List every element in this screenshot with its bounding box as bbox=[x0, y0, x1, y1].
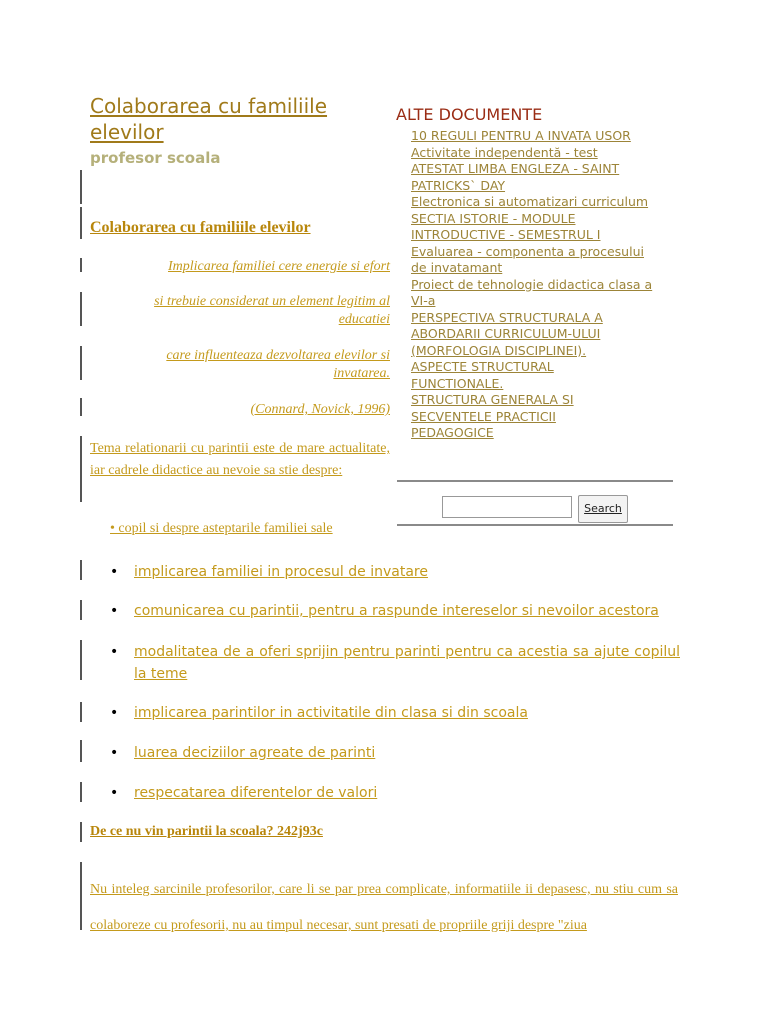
margin-bar bbox=[80, 258, 82, 272]
bullet-icon: • bbox=[110, 785, 119, 801]
list-item-link[interactable]: implicarea parintilor in activitatile din clasa si din scoala bbox=[134, 705, 528, 721]
intro-paragraph[interactable]: Tema relationarii cu parintii este de mare actualitate, iar cadrele didactice au nevoie sa stie despre: bbox=[90, 441, 390, 478]
document-title[interactable]: Colaborarea cu familiile elevilor bbox=[90, 94, 328, 144]
margin-bar bbox=[80, 398, 82, 416]
bullet-icon: • bbox=[110, 705, 119, 721]
sidebar-heading: ALTE DOCUMENTE bbox=[396, 105, 543, 124]
search-input[interactable] bbox=[442, 496, 572, 518]
margin-bar bbox=[80, 436, 82, 502]
sidebar-links bbox=[396, 128, 676, 442]
margin-bar bbox=[80, 822, 82, 842]
quote-citation[interactable]: (Connard, Novick, 1996) bbox=[250, 402, 390, 417]
list-item-link[interactable]: modalitatea de a oferi sprijin pentru parinti pentru ca acestia sa ajute copilul la teme bbox=[134, 644, 680, 682]
sidebar-link[interactable]: STRUCTURA GENERALA SI SECVENTELE PRACTICII PEDAGOGICE bbox=[411, 392, 574, 440]
list-item[interactable]: • copil si despre asteptarile familiei sale bbox=[110, 521, 333, 536]
sidebar-link[interactable]: Activitate independentă - test bbox=[411, 144, 598, 160]
margin-bar bbox=[80, 600, 82, 620]
margin-bar bbox=[80, 207, 82, 239]
list-item-link[interactable]: implicarea familiei in procesul de invatare bbox=[134, 564, 428, 580]
search-button[interactable] bbox=[578, 495, 628, 523]
sidebar-link[interactable]: PERSPECTIVA STRUCTURALA A ABORDARII CURRICULUM-ULUI (MORFOLOGIA DISCIPLINEI). ASPECTE STRUCTURAL FUNCTIONALE. bbox=[411, 309, 603, 391]
margin-bar bbox=[80, 862, 82, 930]
divider bbox=[397, 524, 673, 526]
margin-bar bbox=[80, 560, 82, 580]
divider bbox=[397, 480, 673, 482]
sidebar-link[interactable]: Proiect de tehnologie didactica clasa a VI-a bbox=[411, 276, 653, 308]
closing-paragraph[interactable]: Nu inteleg sarcinile profesorilor, care li se par prea complicate, informatiile ii depasesc, nu stiu cum sa colaboreze cu profesorii, nu au timpul necesar, sunt presati de propriile griji despre "ziua bbox=[90, 882, 678, 933]
document-subtitle: profesor scoala bbox=[90, 149, 221, 167]
margin-bar bbox=[80, 782, 82, 802]
bullet-icon: • bbox=[110, 603, 119, 619]
bullet-icon: • bbox=[110, 745, 119, 761]
sidebar-link[interactable]: SECTIA ISTORIE - MODULE INTRODUCTIVE - SEMESTRUL I bbox=[411, 210, 601, 242]
sidebar-link[interactable]: ATESTAT LIMBA ENGLEZA - SAINT PATRICKS` DAY bbox=[411, 161, 620, 193]
margin-bar bbox=[80, 170, 82, 204]
margin-bar bbox=[80, 292, 82, 326]
list-item-link[interactable]: comunicarea cu parintii, pentru a raspunde intereselor si nevoilor acestora bbox=[134, 603, 659, 619]
sidebar bbox=[396, 105, 676, 442]
bullet-icon: • bbox=[110, 644, 119, 660]
margin-bar bbox=[80, 640, 82, 680]
section-heading[interactable]: De ce nu vin parintii la scoala? 242j93c bbox=[90, 824, 323, 839]
bullet-icon: • bbox=[110, 564, 119, 580]
sidebar-link[interactable]: 10 REGULI PENTRU A INVATA USOR bbox=[411, 128, 631, 143]
margin-bar bbox=[80, 740, 82, 762]
sidebar-link[interactable]: Evaluarea - componenta a procesului de invatamant bbox=[411, 243, 644, 275]
list-item-link[interactable]: respecatarea diferentelor de valori bbox=[134, 785, 378, 801]
quote-line[interactable]: si trebuie considerat un element legitim al educatiei bbox=[154, 294, 390, 327]
list-item-link[interactable]: luarea deciziilor agreate de parinti bbox=[134, 745, 376, 761]
quote-line[interactable]: care influenteaza dezvoltarea elevilor si invatarea. bbox=[166, 348, 390, 381]
margin-bar bbox=[80, 702, 82, 722]
sidebar-link[interactable]: Electronica si automatizari curriculum bbox=[411, 194, 649, 209]
quote-line[interactable]: Implicarea familiei cere energie si efort bbox=[168, 259, 390, 274]
article-heading[interactable]: Colaborarea cu familiile elevilor bbox=[90, 219, 311, 236]
search-button-label: Search bbox=[584, 502, 622, 515]
margin-bar bbox=[80, 346, 82, 380]
